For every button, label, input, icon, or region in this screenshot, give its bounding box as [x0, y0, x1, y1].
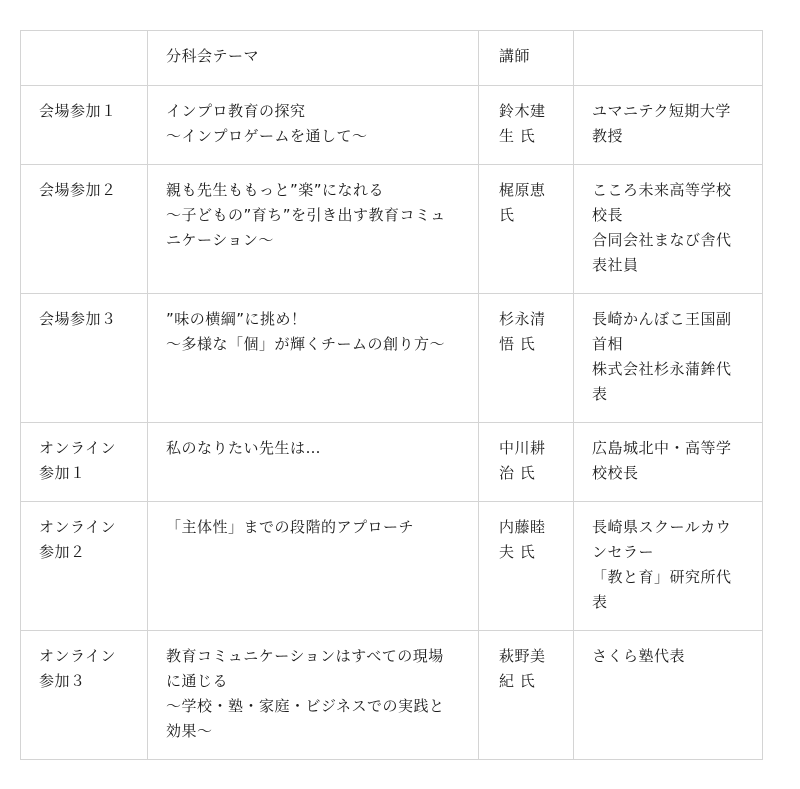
category-text: オンライン	[39, 518, 117, 536]
table-body	[21, 31, 763, 760]
affiliation-text: ユマニテク短期大学	[592, 102, 731, 120]
lecturer-cell	[479, 165, 574, 294]
lecturer-text: 鈴木建	[499, 102, 546, 120]
theme-cell	[148, 423, 479, 502]
table-row	[21, 631, 763, 760]
theme-text: 「主体性」までの段階的アプローチ	[166, 518, 415, 536]
affiliation-cell	[574, 423, 763, 502]
affiliation-text: さくら塾代表	[592, 647, 686, 665]
table-row	[21, 165, 763, 294]
lecturer-text: 紀 氏	[499, 672, 536, 690]
lecturer-text: 夫 氏	[499, 543, 536, 561]
category-cell	[21, 86, 148, 165]
affiliation-text: 表	[592, 593, 608, 611]
header-cell-theme	[148, 31, 479, 86]
affiliation-text: 合同会社まなび舎代	[592, 231, 732, 249]
header-cell-affiliation	[574, 31, 763, 86]
affiliation-text: 教授	[592, 127, 624, 145]
category-text: 会場参加１	[39, 102, 117, 120]
theme-cell	[148, 502, 479, 631]
theme-text: インプロ教育の探究	[166, 102, 306, 120]
table-row	[21, 86, 763, 165]
affiliation-text: 校長	[592, 206, 624, 224]
theme-text: 〜インプロゲームを通して〜	[166, 127, 368, 145]
theme-text: に通じる	[166, 672, 229, 690]
affiliation-text: 「教と育」研究所代	[592, 568, 732, 586]
session-table	[20, 30, 763, 760]
table-row	[21, 423, 763, 502]
lecturer-text: 内藤睦	[499, 518, 546, 536]
category-cell	[21, 502, 148, 631]
lecturer-text: 杉永清	[499, 310, 546, 328]
theme-text: ”味の横綱”に挑め！	[166, 310, 307, 328]
lecturer-text: 生 氏	[499, 127, 536, 145]
affiliation-text: 株式会社杉永蒲鉾代	[592, 360, 732, 378]
theme-text: 教育コミュニケーションはすべての現場	[166, 647, 444, 665]
affiliation-text: 校校長	[592, 464, 639, 482]
theme-cell	[148, 294, 479, 423]
affiliation-cell	[574, 165, 763, 294]
theme-text: 〜多様な「個」が輝くチームの創り方〜	[166, 335, 446, 353]
category-text: 参加２	[39, 543, 86, 561]
affiliation-cell	[574, 86, 763, 165]
category-cell	[21, 631, 148, 760]
theme-cell	[148, 165, 479, 294]
theme-text: 〜子どもの”育ち”を引き出す教育コミュ	[166, 206, 446, 224]
lecturer-cell	[479, 86, 574, 165]
table-row	[21, 294, 763, 423]
lecturer-text: 梶原恵	[499, 181, 546, 199]
category-text: 参加１	[39, 464, 86, 482]
affiliation-cell	[574, 294, 763, 423]
theme-text: 効果〜	[166, 722, 213, 740]
lecturer-text: 氏	[499, 206, 515, 224]
category-text: 参加３	[39, 672, 86, 690]
header-label: 分科会テーマ	[166, 47, 260, 65]
page	[20, 30, 763, 760]
lecturer-cell	[479, 502, 574, 631]
lecturer-text: 中川耕	[499, 439, 546, 457]
lecturer-text: 萩野美	[499, 647, 546, 665]
header-cell-category	[21, 31, 148, 86]
lecturer-cell	[479, 294, 574, 423]
category-text: オンライン	[39, 647, 117, 665]
category-text: 会場参加２	[39, 181, 117, 199]
affiliation-text: 長崎かんぼこ王国副	[592, 310, 732, 328]
affiliation-cell	[574, 631, 763, 760]
affiliation-cell	[574, 502, 763, 631]
lecturer-text: 治 氏	[499, 464, 536, 482]
lecturer-cell	[479, 631, 574, 760]
affiliation-text: ンセラー	[592, 543, 655, 561]
header-label: 講師	[499, 47, 531, 65]
category-cell	[21, 294, 148, 423]
affiliation-text: 表	[592, 385, 608, 403]
theme-text: 親も先生ももっと”楽”になれる	[166, 181, 385, 199]
table-header-row	[21, 31, 763, 86]
category-cell	[21, 423, 148, 502]
category-cell	[21, 165, 148, 294]
affiliation-text: 表社員	[592, 256, 639, 274]
theme-text: 私のなりたい先生は…	[166, 439, 322, 457]
theme-cell	[148, 631, 479, 760]
table-row	[21, 502, 763, 631]
lecturer-cell	[479, 423, 574, 502]
theme-text: 〜学校・塾・家庭・ビジネスでの実践と	[166, 697, 445, 715]
lecturer-text: 悟 氏	[499, 335, 536, 353]
affiliation-text: こころ未来高等学校	[592, 181, 732, 199]
category-text: 会場参加３	[39, 310, 117, 328]
category-text: オンライン	[39, 439, 117, 457]
affiliation-text: 広島城北中・高等学	[592, 439, 732, 457]
theme-text: ニケーション〜	[166, 231, 274, 249]
affiliation-text: 長崎県スクールカウ	[592, 518, 732, 536]
theme-cell	[148, 86, 479, 165]
header-cell-lecturer	[479, 31, 574, 86]
affiliation-text: 首相	[592, 335, 624, 353]
